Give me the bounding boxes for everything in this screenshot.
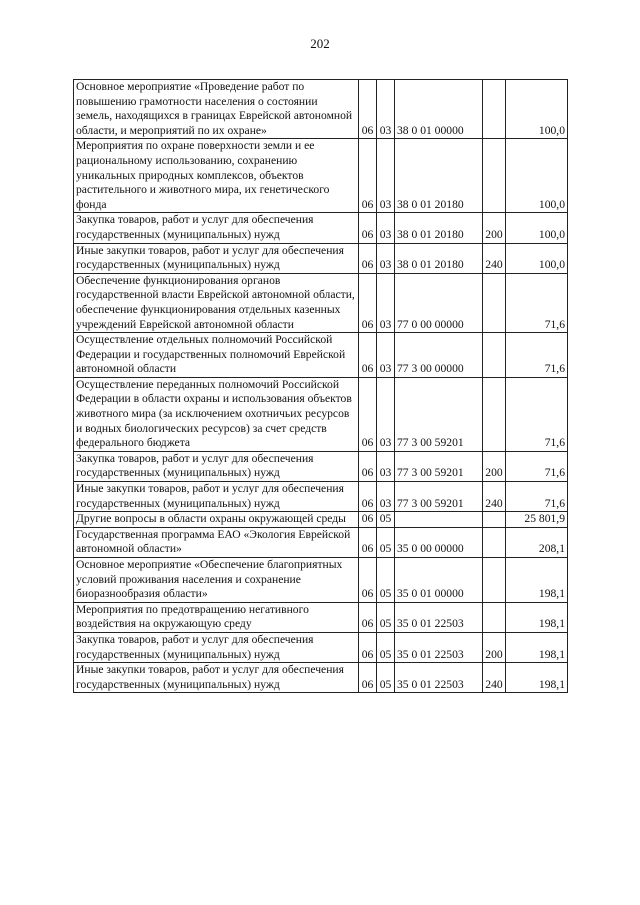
- row-name-cell: Иные закупки товаров, работ и услуг для обеспечения государственных (муниципальных) нужд: [74, 482, 359, 512]
- amount-cell: 198,1: [506, 558, 568, 603]
- amount-cell: 25 801,9: [506, 512, 568, 528]
- row-name-cell: Другие вопросы в области охраны окружающей среды: [74, 512, 359, 528]
- section-code-cell: 06: [359, 333, 377, 378]
- table-row: [74, 663, 568, 693]
- section-code-cell: 06: [359, 139, 377, 213]
- subsection-code-cell: 03: [377, 482, 395, 512]
- section-code-cell: 06: [359, 377, 377, 451]
- table-row: [74, 273, 568, 332]
- subsection-code-cell: 03: [377, 80, 395, 139]
- row-name-cell: Основное мероприятие «Проведение работ по повышению грамотности населения о состоянии земель, находящихся в границах Еврейской автономной области, и мероприятий по их охране»: [74, 80, 359, 139]
- subsection-code-cell: 03: [377, 377, 395, 451]
- target-article-cell: 35 0 01 00000: [395, 558, 483, 603]
- row-name-cell: Мероприятия по охране поверхности земли и ее рациональному использованию, сохранению уникальных природных комплексов, объектов растительного и животного мира, их генетического фонда: [74, 139, 359, 213]
- target-article-cell: 38 0 01 00000: [395, 80, 483, 139]
- target-article-cell: 35 0 01 22503: [395, 632, 483, 662]
- table-row: [74, 482, 568, 512]
- budget-table: [73, 79, 568, 693]
- target-article-cell: 35 0 00 00000: [395, 527, 483, 557]
- section-code-cell: 06: [359, 213, 377, 243]
- expense-type-cell: [483, 512, 506, 528]
- expense-type-cell: 200: [483, 632, 506, 662]
- amount-cell: 71,6: [506, 333, 568, 378]
- subsection-code-cell: 03: [377, 243, 395, 273]
- section-code-cell: 06: [359, 243, 377, 273]
- subsection-code-cell: 03: [377, 213, 395, 243]
- budget-table-body: [74, 80, 568, 693]
- expense-type-cell: 240: [483, 243, 506, 273]
- target-article-cell: [395, 512, 483, 528]
- table-row: [74, 558, 568, 603]
- expense-type-cell: [483, 139, 506, 213]
- subsection-code-cell: 03: [377, 273, 395, 332]
- subsection-code-cell: 05: [377, 527, 395, 557]
- table-row: [74, 451, 568, 481]
- target-article-cell: 38 0 01 20180: [395, 243, 483, 273]
- row-name-cell: Закупка товаров, работ и услуг для обеспечения государственных (муниципальных) нужд: [74, 213, 359, 243]
- amount-cell: 100,0: [506, 213, 568, 243]
- expense-type-cell: [483, 377, 506, 451]
- table-row: [74, 80, 568, 139]
- amount-cell: 198,1: [506, 632, 568, 662]
- subsection-code-cell: 05: [377, 602, 395, 632]
- row-name-cell: Закупка товаров, работ и услуг для обеспечения государственных (муниципальных) нужд: [74, 632, 359, 662]
- target-article-cell: 38 0 01 20180: [395, 213, 483, 243]
- expense-type-cell: [483, 558, 506, 603]
- row-name-cell: Иные закупки товаров, работ и услуг для обеспечения государственных (муниципальных) нужд: [74, 243, 359, 273]
- expense-type-cell: [483, 80, 506, 139]
- amount-cell: 71,6: [506, 482, 568, 512]
- table-row: [74, 243, 568, 273]
- subsection-code-cell: 03: [377, 451, 395, 481]
- subsection-code-cell: 05: [377, 558, 395, 603]
- subsection-code-cell: 03: [377, 333, 395, 378]
- expense-type-cell: 240: [483, 663, 506, 693]
- table-row: [74, 632, 568, 662]
- expense-type-cell: 200: [483, 213, 506, 243]
- target-article-cell: 77 3 00 00000: [395, 333, 483, 378]
- expense-type-cell: 200: [483, 451, 506, 481]
- target-article-cell: 77 3 00 59201: [395, 451, 483, 481]
- row-name-cell: Иные закупки товаров, работ и услуг для обеспечения государственных (муниципальных) нужд: [74, 663, 359, 693]
- section-code-cell: 06: [359, 663, 377, 693]
- subsection-code-cell: 05: [377, 512, 395, 528]
- row-name-cell: Закупка товаров, работ и услуг для обеспечения государственных (муниципальных) нужд: [74, 451, 359, 481]
- section-code-cell: 06: [359, 451, 377, 481]
- row-name-cell: Обеспечение функционирования органов государственной власти Еврейской автономной области, обеспечение функционирования отдельных казенных учреждений Еврейской автономной области: [74, 273, 359, 332]
- table-row: [74, 333, 568, 378]
- amount-cell: 208,1: [506, 527, 568, 557]
- section-code-cell: 06: [359, 273, 377, 332]
- amount-cell: 100,0: [506, 243, 568, 273]
- amount-cell: 71,6: [506, 273, 568, 332]
- table-row: [74, 139, 568, 213]
- amount-cell: 198,1: [506, 663, 568, 693]
- target-article-cell: 35 0 01 22503: [395, 602, 483, 632]
- table-row: [74, 527, 568, 557]
- expense-type-cell: 240: [483, 482, 506, 512]
- section-code-cell: 06: [359, 482, 377, 512]
- section-code-cell: 06: [359, 80, 377, 139]
- section-code-cell: 06: [359, 558, 377, 603]
- expense-type-cell: [483, 602, 506, 632]
- page-number: 202: [310, 36, 330, 51]
- expense-type-cell: [483, 527, 506, 557]
- subsection-code-cell: 05: [377, 663, 395, 693]
- target-article-cell: 77 3 00 59201: [395, 377, 483, 451]
- subsection-code-cell: 05: [377, 632, 395, 662]
- section-code-cell: 06: [359, 632, 377, 662]
- amount-cell: 198,1: [506, 602, 568, 632]
- table-row: [74, 512, 568, 528]
- subsection-code-cell: 03: [377, 139, 395, 213]
- section-code-cell: 06: [359, 512, 377, 528]
- target-article-cell: 35 0 01 22503: [395, 663, 483, 693]
- target-article-cell: 38 0 01 20180: [395, 139, 483, 213]
- amount-cell: 71,6: [506, 377, 568, 451]
- row-name-cell: Мероприятия по предотвращению негативного воздействия на окружающую среду: [74, 602, 359, 632]
- target-article-cell: 77 3 00 59201: [395, 482, 483, 512]
- expense-type-cell: [483, 333, 506, 378]
- row-name-cell: Государственная программа ЕАО «Экология Еврейской автономной области»: [74, 527, 359, 557]
- expense-type-cell: [483, 273, 506, 332]
- target-article-cell: 77 0 00 00000: [395, 273, 483, 332]
- table-row: [74, 602, 568, 632]
- amount-cell: 100,0: [506, 80, 568, 139]
- table-row: [74, 213, 568, 243]
- section-code-cell: 06: [359, 527, 377, 557]
- row-name-cell: Осуществление переданных полномочий Российской Федерации в области охраны и использования объектов животного мира (за исключением охотничьих ресурсов и водных биологических ресурсов) за счет средств федерального бюджета: [74, 377, 359, 451]
- row-name-cell: Осуществление отдельных полномочий Российской Федерации и государственных полномочий Еврейской автономной области: [74, 333, 359, 378]
- amount-cell: 71,6: [506, 451, 568, 481]
- row-name-cell: Основное мероприятие «Обеспечение благоприятных условий проживания населения и сохранение биоразнообразия области»: [74, 558, 359, 603]
- section-code-cell: 06: [359, 602, 377, 632]
- table-row: [74, 377, 568, 451]
- amount-cell: 100,0: [506, 139, 568, 213]
